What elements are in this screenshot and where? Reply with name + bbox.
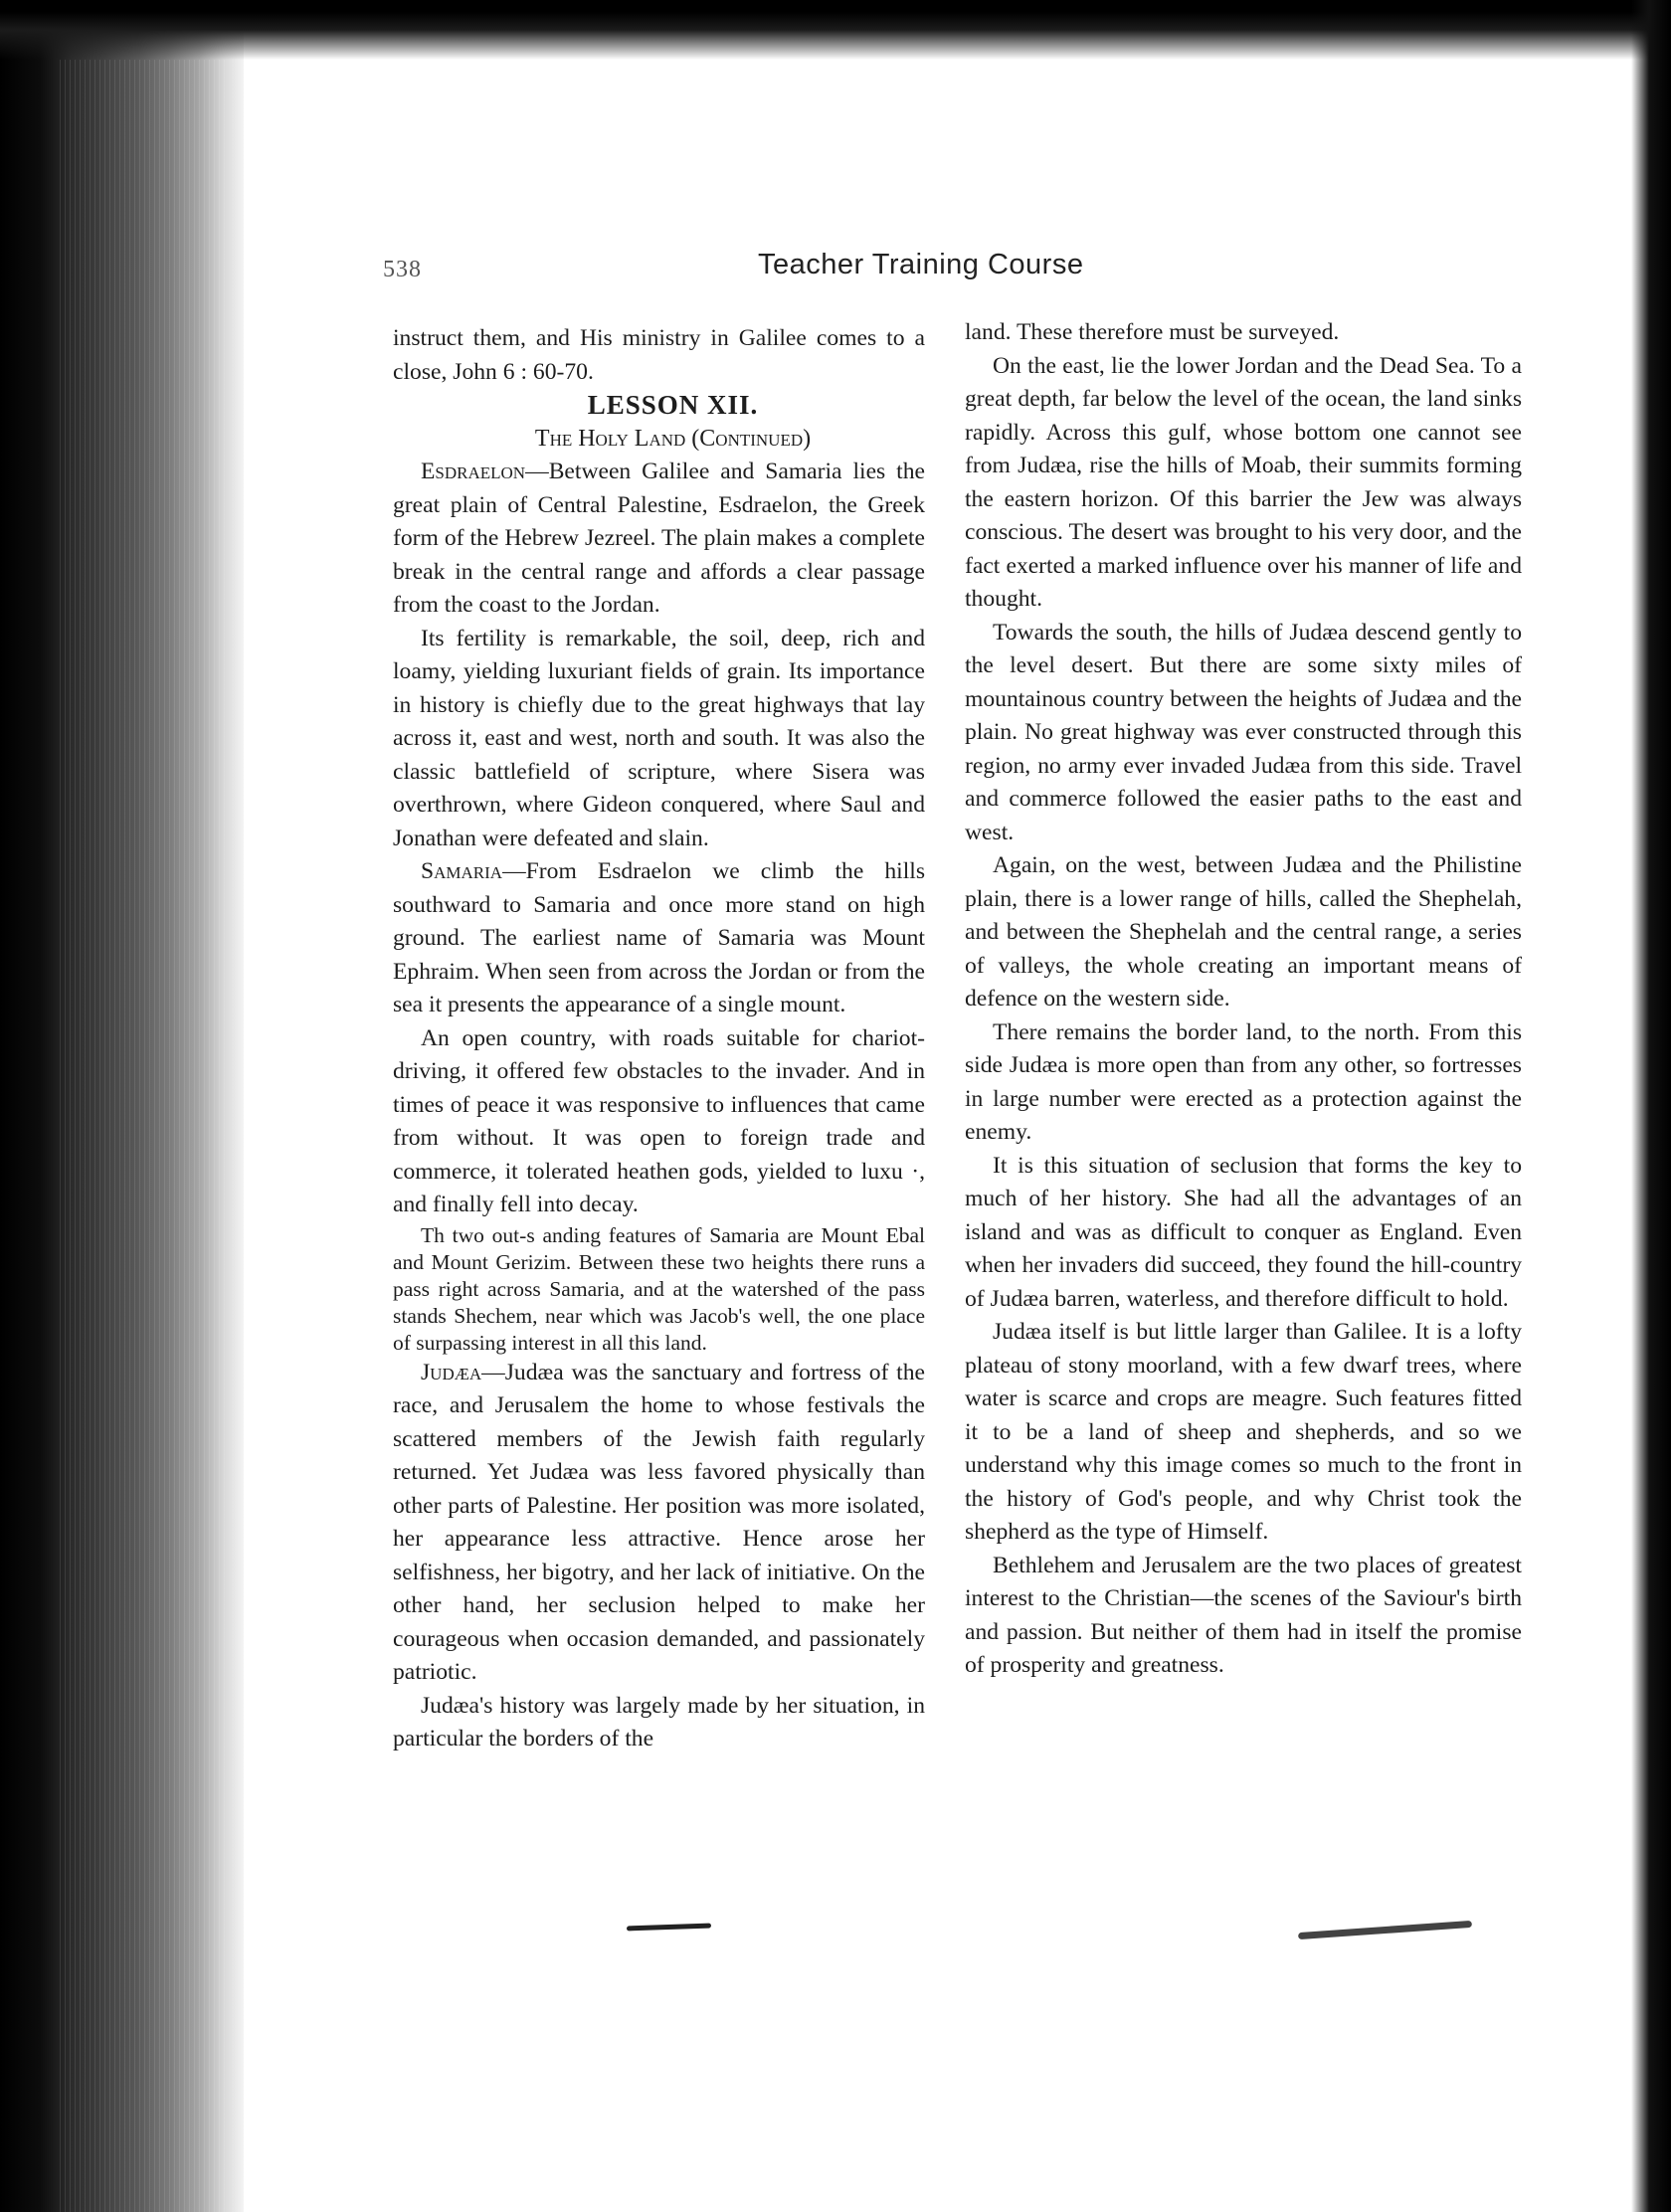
history-paragraph: Judæa's history was largely made by her situation, in particular the borders of the: [393, 1692, 925, 1751]
samaria-text: —From Esdraelon we climb the hills southward to Samaria and once more stand on high ground. The earliest name of Samaria was Mount Ephraim. When seen from across the Jordan or from the sea it presents the appearance of a single mount.: [393, 858, 925, 1017]
running-title: Teacher Training Course: [758, 249, 1084, 280]
judaea-paragraph: [393, 1357, 925, 1690]
page-header: [383, 249, 1507, 288]
page-edge-lines: [60, 60, 229, 2212]
open-country-paragraph: An open country, with roads suitable for chariot-driving, it offered few obstacles to the invader. And in times of peace it was responsive to influences that came from without. It was open to foreign trade and commerce, it tolerated heathen gods, yielded to luxu ·, and finally fell into decay.: [393, 1024, 925, 1217]
lesson-heading: LESSON XII.: [587, 390, 759, 420]
esdraelon-lead: Esdraelon: [421, 459, 526, 484]
samaria-lead: Samaria: [421, 858, 503, 884]
pen-mark-underline: [627, 1924, 711, 1932]
east-paragraph: On the east, lie the lower Jordan and the Dead Sea. To a great depth, far below the level of the ocean, the land sinks rapidly. Across this gulf, whose bottom one cannot see from Judæa, rise the hills of Moab, their summits forming the eastern horizon. Of this barrier the Jew was always conscious. The desert was brought to his very door, and the fact exerted a marked influence over his manner of life and thought.: [965, 352, 1522, 612]
intro-paragraph: instruct them, and His ministry in Galilee comes to a close, John 6 : 60-70.: [393, 325, 925, 385]
itself-paragraph: Judæa itself is but little larger than Galilee. It is a lofty plateau of stony moorland, with a few dwarf trees, where water is scarce and crops are meagre. Such features fitted it to be a land of sheep and shepherds, and so we understand why this image comes so much to the front in the history of God's people, and why Christ took the shepherd as the type of Himself.: [965, 1319, 1522, 1545]
west-paragraph: Again, on the west, between Judæa and the Philistine plain, there is a lower range of hills, called the Shephelah, and between the Shephelah and the central range, a series of valleys, the whole creating an important means of defence on the western side.: [965, 852, 1522, 1012]
esdraelon-paragraph: [393, 456, 925, 623]
pen-mark-strike: [1298, 1921, 1472, 1939]
right-text-column: [965, 316, 1522, 1683]
esdraelon-text: —Between Galilee and Samaria lies the great plain of Central Palestine, Esdraelon, the Greek form of the Hebrew Jezreel. The plain makes a complete break in the central range and affords a clear passage from the coast to the Jordan.: [393, 459, 925, 618]
left-text-column: [393, 322, 925, 1756]
bethlehem-paragraph: Bethlehem and Jerusalem are the two places of greatest interest to the Christian—the scenes of the Saviour's birth and passion. But neither of them had in itself the promise of prosperity and greatness.: [965, 1552, 1522, 1678]
features-paragraph: Th two out-s anding features of Samaria are Mount Ebal and Mount Gerizim. Between these two heights there runs a pass right across Samaria, and at the watershed of the pass stands Shechem, near which was Jacob's well, the one place of surpassing interest in all this land.: [393, 1222, 925, 1355]
judaea-lead: Judæa: [421, 1359, 482, 1385]
right-scan-edge: [1631, 0, 1671, 2212]
south-paragraph: Towards the south, the hills of Judæa descend gently to the level desert. But there are some sixty miles of mountainous country between the heights of Judæa and the plain. No great highway was ever constructed through this region, no army ever invaded Judæa from this side. Travel and commerce followed the easier paths to the east and west.: [965, 619, 1522, 845]
north-paragraph: There remains the border land, to the north. From this side Judæa is more open than from any other, so fortresses in large number were erected as a protection against the enemy.: [965, 1018, 1522, 1145]
fertility-paragraph: Its fertility is remarkable, the soil, deep, rich and loamy, yielding luxuriant fields of grain. Its importance in history is chiefly due to the great highways that lay across it, east and west, north and south. It was also the classic battlefield of scripture, where Sisera was overthrown, where Gideon conquered, where Saul and Jonathan were defeated and slain.: [393, 625, 925, 851]
top-scan-shadow: [0, 0, 1671, 60]
judaea-text: —Judæa was the sanctuary and fortress of the race, and Jerusalem the home to whose festivals the scattered members of the Jewish faith regularly returned. Yet Judæa was less favored physically than other parts of Palestine. Her position was more isolated, her appearance less attractive. Hence arose her selfishness, her bigotry, and her lack of initiative. On the other hand, her seclusion helped to make her courageous when occasion demanded, and passionately patriotic.: [393, 1359, 925, 1685]
section-subheading: The Holy Land (Continued): [534, 425, 812, 452]
land-paragraph: land. These therefore must be surveyed.: [965, 319, 1340, 345]
samaria-paragraph: [393, 855, 925, 1022]
page-number: 538: [383, 257, 422, 282]
seclusion-paragraph: It is this situation of seclusion that forms the key to much of her history. She had all the advantages of an island and was as difficult to conquer as England. Even when her invaders did succeed, they found the hill-country of Judæa barren, waterless, and therefore difficult to hold.: [965, 1152, 1522, 1312]
